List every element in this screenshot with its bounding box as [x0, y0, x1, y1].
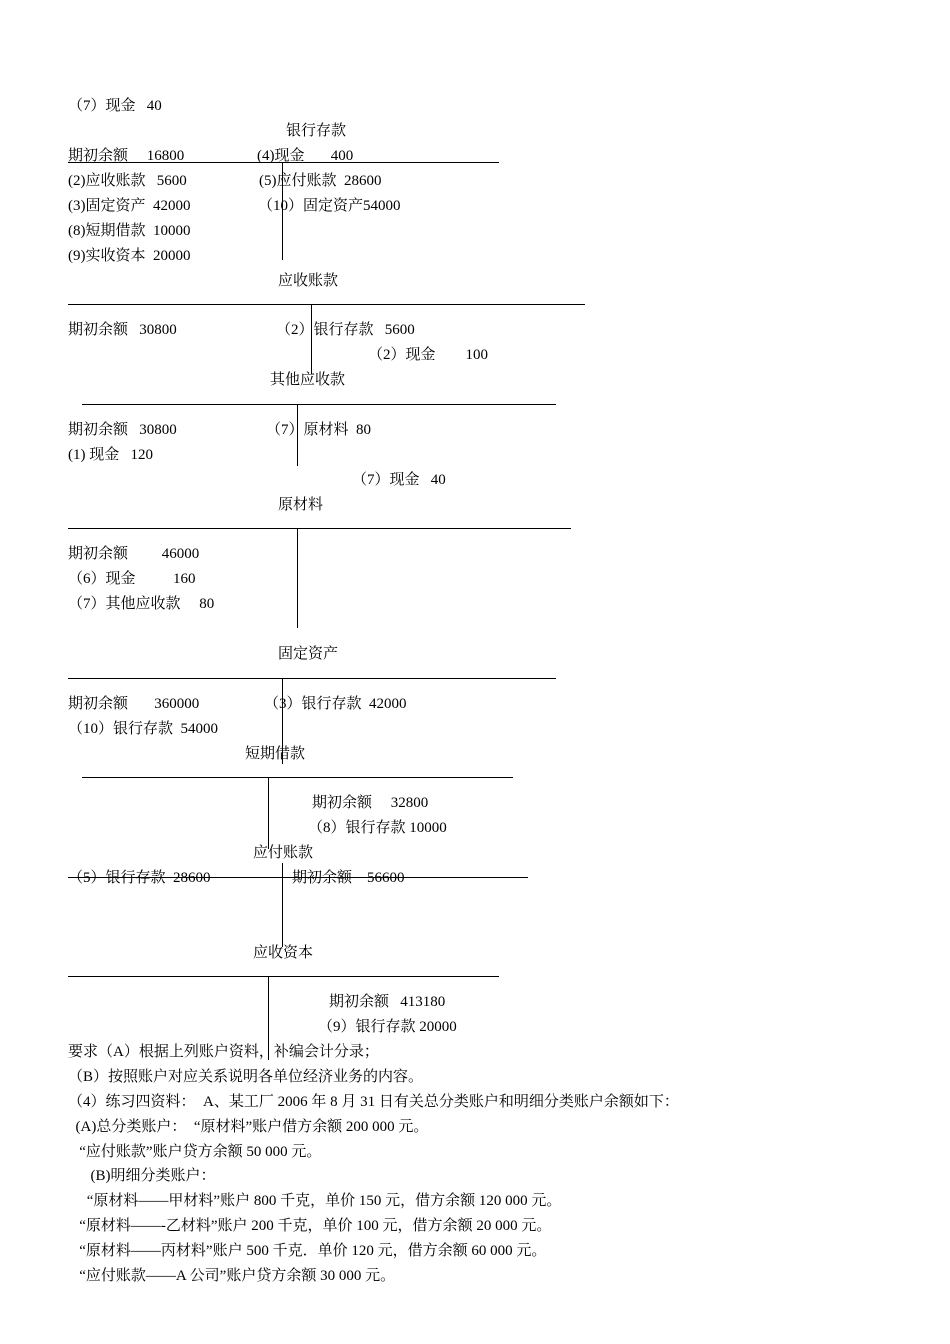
materials-left-2: （7）其他应收款 80: [68, 596, 215, 612]
text-line: (A)总分类账户： “原材料”账户借方余额 200 000 元。: [68, 1119, 429, 1135]
account-title: 固定资产: [278, 646, 339, 662]
receivable-right-0: （2）银行存款 5600: [276, 322, 415, 338]
account-title: 应付账款: [253, 845, 314, 861]
account-divider: [282, 863, 283, 947]
bank-left-3: (8)短期借款 10000: [68, 223, 191, 239]
text-line: “原材料——丙材料”账户 500 千克．单价 120 元，借方余额 60 000 元。: [68, 1243, 547, 1259]
text-line: “原材料——-乙材料”账户 200 千克，单价 100 元，借方余额 20 000 元。: [68, 1218, 552, 1234]
intro-line: （7）现金 40: [68, 98, 162, 114]
payable-right-0: 期初余额 56600: [292, 870, 405, 886]
account-rule: [68, 678, 556, 679]
bank-right-1: (5)应付账款 28600: [259, 173, 382, 189]
fixed-assets-left-0: 期初余额 360000: [68, 696, 200, 712]
bank-left-2: (3)固定资产 42000: [68, 198, 191, 214]
other-receivable-right-1: （7）现金 40: [352, 472, 446, 488]
text-line: (B)明细分类账户：: [68, 1168, 216, 1184]
other-receivable-left-0: 期初余额 30800: [68, 422, 177, 438]
bank-right-0: (4)现金 400: [257, 148, 354, 164]
account-rule: [82, 404, 556, 405]
short-loan-right-1: （8）银行存款 10000: [308, 820, 447, 836]
other-receivable-right-0: （7）原材料 80: [266, 422, 372, 438]
text-line: （B）按照账户对应关系说明各单位经济业务的内容。: [68, 1069, 424, 1085]
account-rule: [68, 976, 499, 977]
text-line: “应付账款”账户贷方余额 50 000 元。: [68, 1144, 322, 1160]
receivable-right-1: （2）现金 100: [368, 347, 489, 363]
account-rule: [68, 528, 571, 529]
bank-left-0: 期初余额 16800: [68, 148, 185, 164]
receivable-left-0: 期初余额 30800: [68, 322, 177, 338]
text-line: “原材料——甲材料”账户 800 千克，单价 150 元，借方余额 120 000 元。: [68, 1193, 562, 1209]
materials-left-0: 期初余额 46000: [68, 546, 200, 562]
text-line: （4）练习四资料： A、某工厂 2006 年 8 月 31 日有关总分类账户和明细分类账户余额如下：: [68, 1094, 679, 1110]
bank-right-2: （10）固定资产54000: [258, 198, 401, 214]
short-loan-right-0: 期初余额 32800: [312, 795, 429, 811]
capital-right-0: 期初余额 413180: [329, 994, 446, 1010]
account-rule: [82, 777, 513, 778]
bank-left-4: (9)实收资本 20000: [68, 248, 191, 264]
fixed-assets-right-0: （3）银行存款 42000: [264, 696, 407, 712]
text-line: “应付账款——A 公司”账户贷方余额 30 000 元。: [68, 1268, 396, 1284]
text-line: 要求（A）根据上列账户资料，补编会计分录；: [68, 1044, 379, 1060]
account-title: 其他应收款: [270, 372, 346, 388]
account-title: 应收资本: [253, 945, 314, 961]
payable-left-0: （5）银行存款 28600: [68, 870, 211, 886]
capital-right-1: （9）银行存款 20000: [318, 1019, 457, 1035]
account-divider: [297, 528, 298, 628]
fixed-assets-left-1: （10）银行存款 54000: [68, 721, 219, 737]
account-title: 银行存款: [286, 123, 347, 139]
materials-left-1: （6）现金 160: [68, 571, 196, 587]
account-title: 原材料: [278, 497, 324, 513]
account-divider: [268, 777, 269, 849]
other-receivable-left-1: (1) 现金 120: [68, 447, 153, 463]
account-title: 应收账款: [278, 273, 339, 289]
account-rule: [68, 304, 585, 305]
bank-left-1: (2)应收账款 5600: [68, 173, 187, 189]
account-title: 短期借款: [245, 746, 306, 762]
